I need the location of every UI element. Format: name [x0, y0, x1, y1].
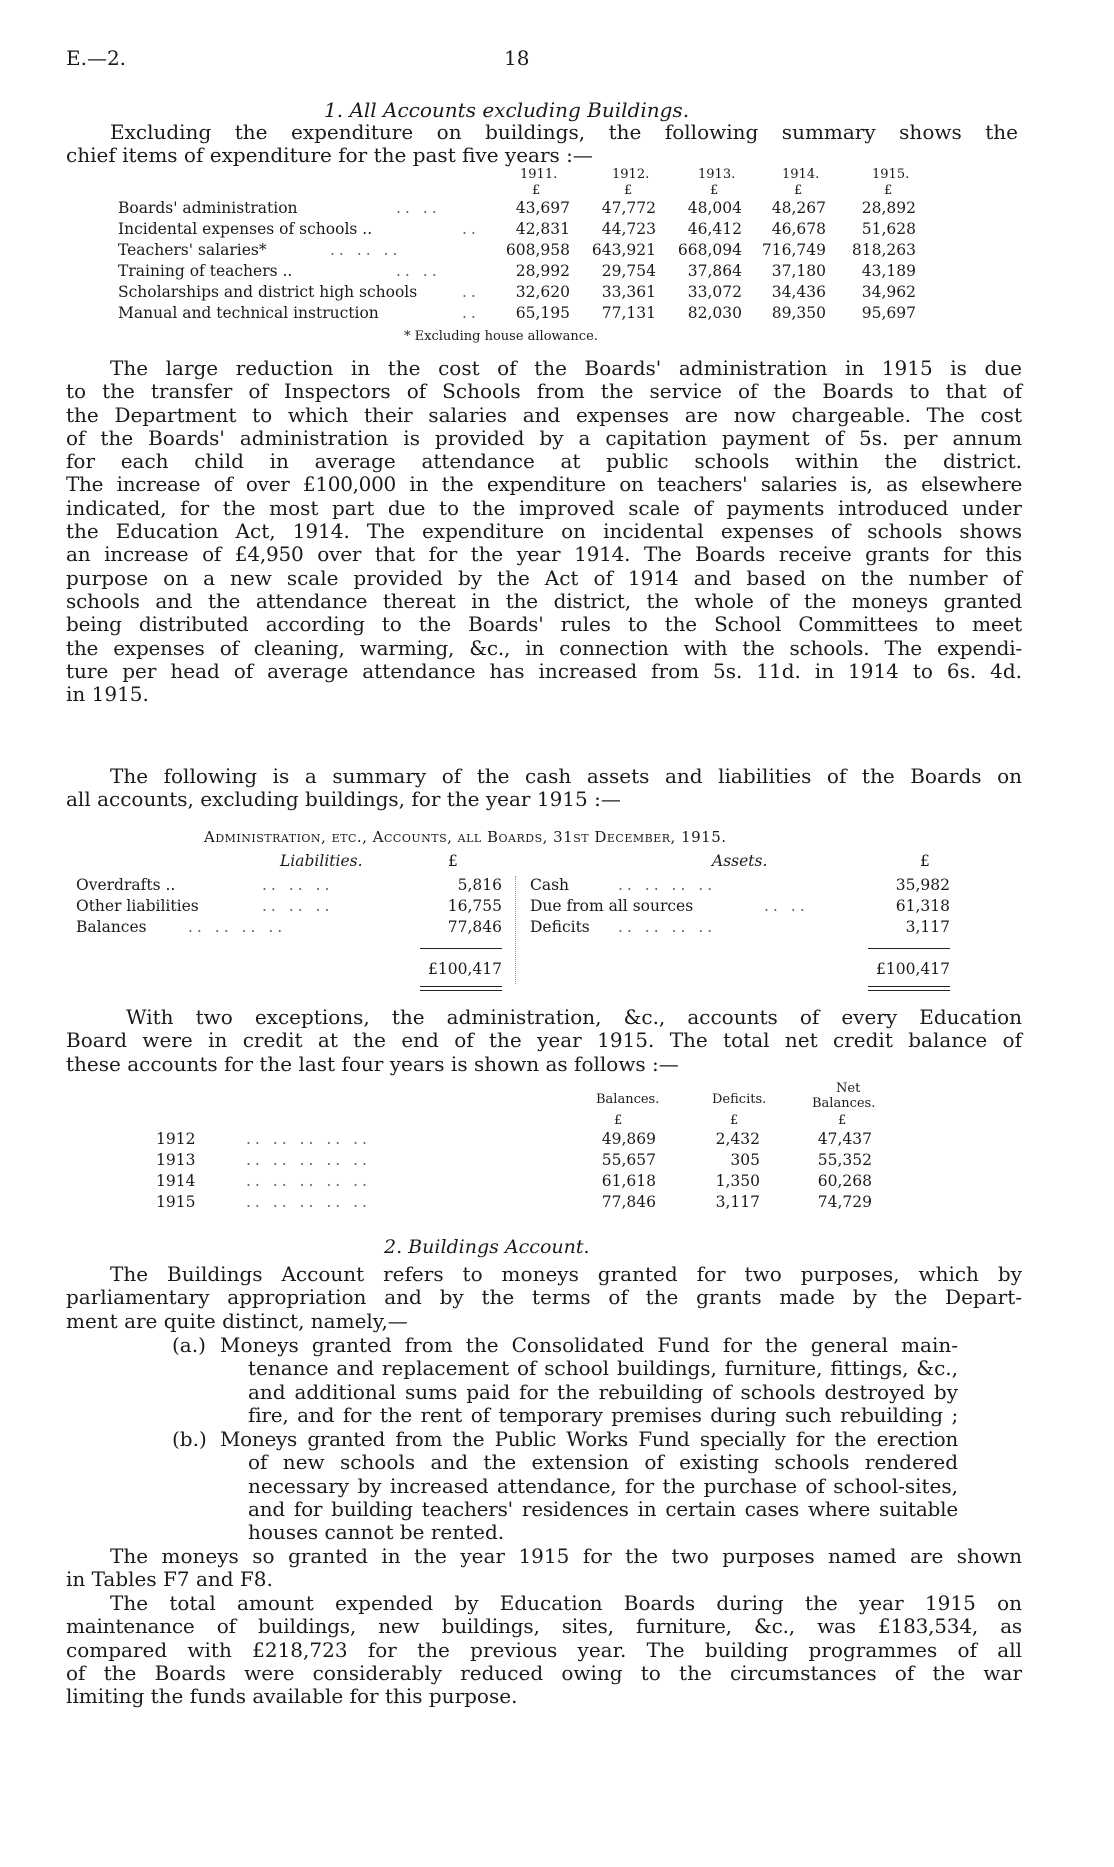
text-line: for each child in average attendance at public schools within the district.	[66, 449, 1022, 474]
text-line: Board were in credit at the end of the year 1915. The total net credit balance of	[66, 1028, 1022, 1053]
row-leader: .. ..	[396, 199, 441, 217]
text-line: maintenance of buildings, new buildings, sites, furniture, &c., was £183,534, as	[66, 1614, 1022, 1639]
unit-header: £	[710, 183, 719, 198]
year-header: 1912.	[612, 167, 650, 182]
item-a-text	[220, 1334, 958, 1427]
text-line: an increase of £4,950 over that for the year 1914. The Boards receive grants for this	[66, 542, 1022, 567]
unit-header: £	[920, 852, 930, 870]
balance-sheet-title: Administration, etc., Accounts, all Boards, 31st December, 1915.	[204, 828, 727, 846]
column-header: Net	[836, 1081, 861, 1096]
deficit-value: 3,117	[715, 1193, 760, 1211]
paragraph-total-expended	[66, 1592, 1022, 1708]
text-line: in 1915.	[66, 682, 149, 707]
cell-value: 608,958	[505, 241, 570, 259]
cell-value: 32,620	[515, 283, 570, 301]
text-line: of the Boards were considerably reduced owing to the circumstances of the war	[66, 1660, 1022, 1685]
row-leader: .. .. .. .. ..	[246, 1193, 371, 1211]
net-value: 74,729	[817, 1193, 872, 1211]
text-line: compared with £218,723 for the previous year. The building programmes of all	[66, 1637, 1022, 1662]
paragraph-moneys-granted	[66, 1545, 1022, 1592]
asset-value: 35,982	[895, 876, 950, 894]
assets-heading: Assets.	[712, 852, 768, 870]
cell-value: 28,992	[515, 262, 570, 280]
row-year: 1915	[156, 1193, 196, 1211]
row-leader: ..	[462, 220, 480, 238]
cell-value: 44,723	[601, 220, 656, 238]
year-header: 1914.	[782, 167, 820, 182]
unit-header: £	[448, 852, 458, 870]
unit-header: £	[838, 1113, 847, 1128]
liabilities-total: £100,417	[428, 960, 502, 978]
row-leader: .. .. .. .. ..	[246, 1130, 371, 1148]
cell-value: 65,195	[515, 304, 570, 322]
text-line: necessary by increased attendance, for the purchase of school-sites,	[248, 1473, 958, 1498]
asset-label: Due from all sources	[530, 897, 694, 915]
text-line: houses cannot be rented.	[248, 1520, 505, 1545]
text-line: fire, and for the rent of temporary premises during such rebuilding ;	[248, 1402, 958, 1427]
row-label: Training of teachers ..	[118, 262, 293, 280]
row-label: Boards' administration	[118, 199, 298, 217]
table-footnote: * Excluding house allowance.	[404, 329, 598, 344]
text-line: the expenses of cleaning, warming, &c., in connection with the schools. The expendi-	[66, 635, 1022, 660]
column-header: Balances.	[596, 1092, 660, 1107]
item-b-marker: (b.)	[172, 1427, 207, 1451]
row-label: Manual and technical instruction	[118, 304, 379, 322]
row-year: 1913	[156, 1151, 196, 1169]
column-divider	[515, 876, 516, 984]
text-line: these accounts for the last four years is shown as follows :—	[66, 1051, 679, 1076]
net-value: 47,437	[817, 1130, 872, 1148]
liability-label: Balances	[76, 918, 147, 936]
year-header: 1911.	[520, 167, 558, 182]
text-line: ture per head of average attendance has increased from 5s. 11d. in 1914 to 6s. 4d.	[66, 658, 1022, 683]
cell-value: 28,892	[861, 199, 916, 217]
cell-value: 48,267	[771, 199, 826, 217]
liability-leader: .. .. .. ..	[188, 918, 287, 936]
text-line: The large reduction in the cost of the Boards' administration in 1915 is due	[110, 356, 1022, 380]
balance-value: 61,618	[601, 1172, 656, 1190]
cell-value: 29,754	[601, 262, 656, 280]
year-header: 1915.	[872, 167, 910, 182]
balance-value: 55,657	[601, 1151, 656, 1169]
cell-value: 46,412	[687, 220, 742, 238]
row-leader: .. .. .. .. ..	[246, 1151, 371, 1169]
cell-value: 89,350	[771, 304, 826, 322]
text-line: in Tables F7 and F8.	[66, 1567, 273, 1592]
series-code: E.—2.	[66, 46, 127, 70]
text-line: to the transfer of Inspectors of Schools from the service of the Boards to that of	[66, 379, 1022, 404]
section-2-title: 2. Buildings Account.	[384, 1236, 590, 1258]
paragraph-reduction	[66, 357, 1022, 706]
text-line: all accounts, excluding buildings, for the year 1915 :—	[66, 787, 621, 812]
cell-value: 42,831	[515, 220, 570, 238]
cell-value: 33,361	[601, 283, 656, 301]
asset-label: Cash	[530, 876, 570, 894]
asset-label: Deficits	[530, 918, 590, 936]
unit-header: £	[614, 1113, 623, 1128]
total-rule	[868, 948, 950, 949]
text-line: tenance and replacement of school buildings, furniture, fittings, &c.,	[248, 1356, 958, 1381]
row-year: 1914	[156, 1172, 196, 1190]
liability-label: Other liabilities	[76, 897, 199, 915]
liability-leader: .. .. ..	[262, 876, 334, 894]
unit-header: £	[794, 183, 803, 198]
cell-value: 33,072	[687, 283, 742, 301]
total-rule	[420, 948, 502, 949]
text-line: indicated, for the most part due to the improved scale of payments introduced under	[66, 495, 1022, 520]
cell-value: 48,004	[687, 199, 742, 217]
text-line: and for building teachers' residences in certain cases where suitable	[248, 1496, 958, 1521]
cell-value: 82,030	[687, 304, 742, 322]
liability-value: 16,755	[447, 897, 502, 915]
cell-value: 46,678	[771, 220, 826, 238]
liability-leader: .. .. ..	[262, 897, 334, 915]
row-leader: ..	[462, 304, 480, 322]
intro-line-1: Excluding the expenditure on buildings, the following summary shows the	[110, 120, 1018, 144]
unit-header: £	[884, 183, 893, 198]
cell-value: 668,094	[677, 241, 742, 259]
row-label: Teachers' salaries*	[118, 241, 267, 259]
net-value: 60,268	[817, 1172, 872, 1190]
cell-value: 716,749	[761, 241, 826, 259]
text-line: parliamentary appropriation and by the terms of the grants made by the Depart-	[66, 1285, 1022, 1310]
total-double-rule	[420, 986, 502, 991]
cell-value: 95,697	[861, 304, 916, 322]
row-leader: .. ..	[396, 262, 441, 280]
liability-value: 77,846	[447, 918, 502, 936]
paragraph-buildings-account	[66, 1263, 1022, 1333]
text-line: purpose on a new scale provided by the Act of 1914 and based on the number of	[66, 565, 1022, 590]
text-line: of the Boards' administration is provided by a capitation payment of 5s. per annum	[66, 425, 1022, 450]
cell-value: 43,697	[515, 199, 570, 217]
unit-header: £	[624, 183, 633, 198]
asset-leader: .. ..	[764, 897, 809, 915]
intro-line-2: chief items of expenditure for the past five years :—	[66, 143, 593, 167]
row-year: 1912	[156, 1130, 196, 1148]
cell-value: 51,628	[861, 220, 916, 238]
text-line: With two exceptions, the administration, &c., accounts of every Education	[126, 1005, 1022, 1029]
year-header: 1913.	[698, 167, 736, 182]
text-line: Moneys granted from the Consolidated Fund for the general main-	[220, 1333, 958, 1357]
section-1-title: 1. All Accounts excluding Buildings.	[324, 98, 690, 122]
deficit-value: 1,350	[715, 1172, 760, 1190]
text-line: ment are quite distinct, namely,—	[66, 1308, 408, 1333]
net-value: 55,352	[817, 1151, 872, 1169]
text-line: and additional sums paid for the rebuilding of schools destroyed by	[248, 1379, 958, 1404]
row-leader: ..	[462, 283, 480, 301]
deficit-value: 2,432	[715, 1130, 760, 1148]
row-label: Scholarships and district high schools	[118, 283, 418, 301]
cell-value: 77,131	[601, 304, 656, 322]
text-line: Moneys granted from the Public Works Fund specially for the erection	[220, 1427, 958, 1451]
paragraph-credit-balance	[66, 1006, 1022, 1076]
unit-header: £	[730, 1113, 739, 1128]
asset-leader: .. .. .. ..	[618, 918, 717, 936]
asset-leader: .. .. .. ..	[618, 876, 717, 894]
deficit-value: 305	[730, 1151, 760, 1169]
paragraph-summary-intro	[66, 765, 1022, 812]
row-label: Incidental expenses of schools ..	[118, 220, 373, 238]
text-line: The following is a summary of the cash assets and liabilities of the Boards on	[110, 764, 1022, 788]
page-number: 18	[504, 46, 530, 70]
text-line: of new schools and the extension of existing schools rendered	[248, 1450, 958, 1475]
column-header: Balances.	[812, 1096, 876, 1111]
cell-value: 818,263	[851, 241, 916, 259]
cell-value: 43,189	[861, 262, 916, 280]
cell-value: 34,436	[771, 283, 826, 301]
text-line: the Education Act, 1914. The expenditure on incidental expenses of schools shows	[66, 519, 1022, 544]
asset-value: 3,117	[905, 918, 950, 936]
text-line: The increase of over £100,000 in the expenditure on teachers' salaries is, as elsewhere	[66, 472, 1022, 497]
total-double-rule	[868, 986, 950, 991]
balance-value: 49,869	[601, 1130, 656, 1148]
cell-value: 47,772	[601, 199, 656, 217]
text-line: limiting the funds available for this purpose.	[66, 1684, 518, 1709]
text-line: The moneys so granted in the year 1915 for the two purposes named are shown	[110, 1544, 1022, 1568]
item-b-text	[220, 1428, 958, 1544]
assets-total: £100,417	[876, 960, 950, 978]
asset-value: 61,318	[895, 897, 950, 915]
cell-value: 34,962	[861, 283, 916, 301]
cell-value: 643,921	[591, 241, 656, 259]
row-leader: .. .. .. .. ..	[246, 1172, 371, 1190]
cell-value: 37,864	[687, 262, 742, 280]
item-a-marker: (a.)	[172, 1333, 206, 1357]
cell-value: 37,180	[771, 262, 826, 280]
liability-value: 5,816	[457, 876, 502, 894]
text-line: the Department to which their salaries and expenses are now chargeable. The cost	[66, 402, 1022, 427]
unit-header: £	[532, 183, 541, 198]
text-line: being distributed according to the Boards' rules to the School Committees to meet	[66, 612, 1022, 637]
text-line: The total amount expended by Education Boards during the year 1915 on	[110, 1591, 1022, 1615]
text-line: schools and the attendance thereat in the district, the whole of the moneys granted	[66, 588, 1022, 613]
row-leader: .. .. ..	[330, 241, 402, 259]
column-header: Deficits.	[712, 1092, 767, 1107]
liability-label: Overdrafts ..	[76, 876, 176, 894]
balance-value: 77,846	[601, 1193, 656, 1211]
text-line: The Buildings Account refers to moneys granted for two purposes, which by	[110, 1262, 1022, 1286]
liabilities-heading: Liabilities.	[280, 852, 363, 870]
